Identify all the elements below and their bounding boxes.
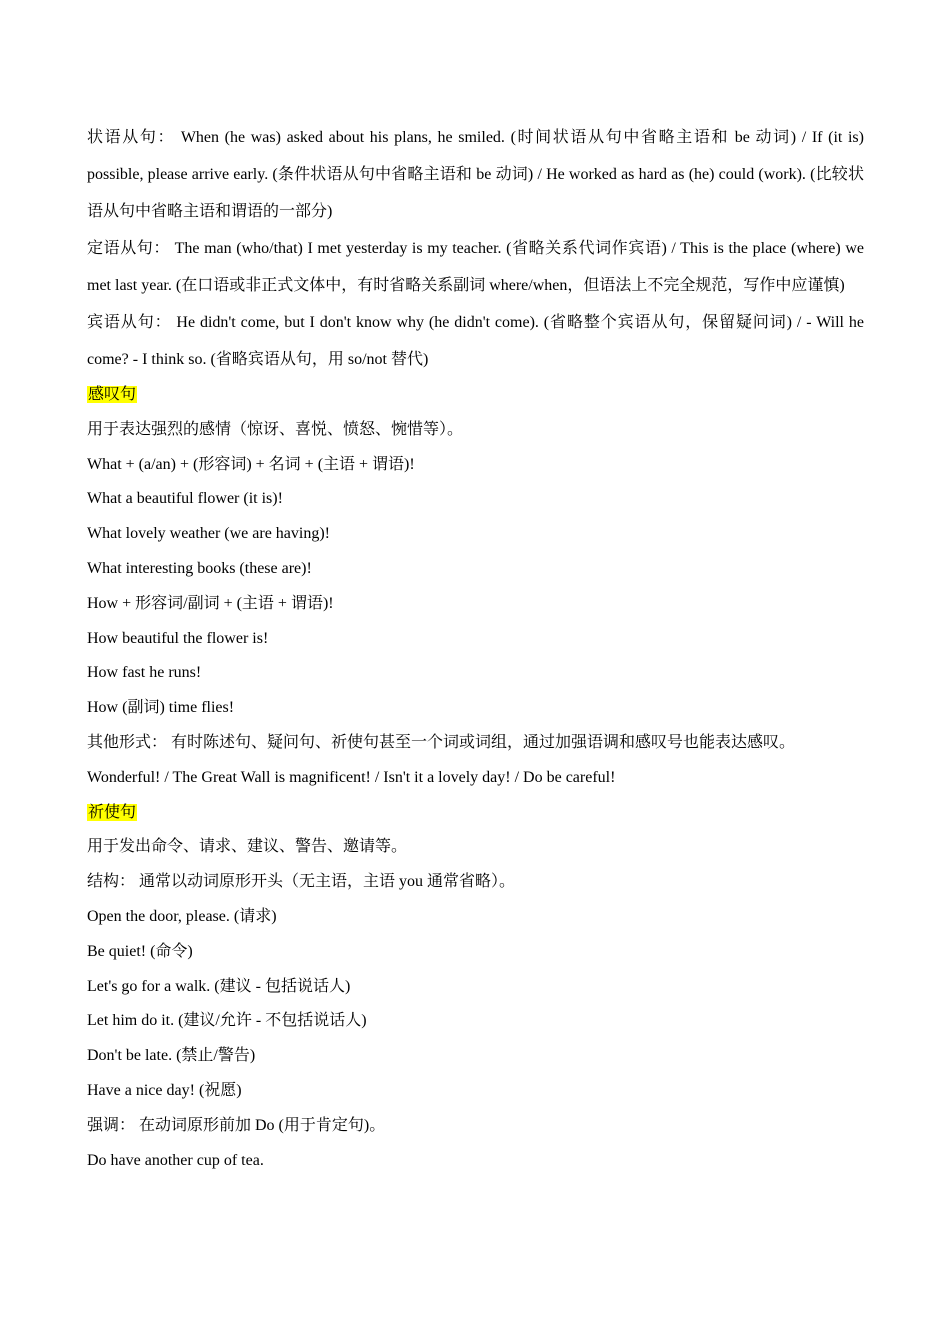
exclamatory-line: 其他形式： 有时陈述句、疑问句、祈使句甚至一个词或词组，通过加强语调和感叹号也能表达感叹。	[87, 733, 796, 751]
exclamatory-line: How fast he runs!	[87, 664, 202, 682]
imperative-line: Have a nice day! (祝愿)	[87, 1081, 242, 1099]
exclamatory-heading	[87, 378, 864, 413]
imperative-line: 用于发出命令、请求、建议、警告、邀请等。	[87, 838, 408, 856]
imperative-line: Do have another cup of tea.	[87, 1151, 264, 1169]
imperative-line: Let him do it. (建议/允许 - 不包括说话人)	[87, 1012, 367, 1030]
imperative-line: Let's go for a walk. (建议 - 包括说话人)	[87, 977, 351, 995]
object-clause-paragraph: 宾语从句： He didn't come, but I don't know why (he didn't come). (省略整个宾语从句，保留疑问词) / - Will he come? - I think so. (省略宾语从句，用 so/not 替代)	[87, 314, 864, 368]
highlighted-heading-text: 祈使句	[88, 803, 137, 821]
exclamatory-line: What + (a/an) + (形容词) + 名词 + (主语 + 谓语)!	[87, 455, 415, 473]
imperative-line: 强调： 在动词原形前加 Do (用于肯定句)。	[87, 1116, 386, 1134]
imperative-line: 结构： 通常以动词原形开头（无主语，主语 you 通常省略）。	[87, 873, 516, 891]
exclamatory-line: What a beautiful flower (it is)!	[87, 490, 283, 508]
imperative-line: Open the door, please. (请求)	[87, 907, 277, 925]
exclamatory-line: What lovely weather (we are having)!	[87, 525, 330, 543]
exclamatory-line: How + 形容词/副词 + (主语 + 谓语)!	[87, 594, 334, 612]
imperative-line: Be quiet! (命令)	[87, 942, 193, 960]
imperative-line: Don't be late. (禁止/警告)	[87, 1047, 256, 1065]
exclamatory-line: How beautiful the flower is!	[87, 629, 269, 647]
adverbial-clause-paragraph: 状语从句： When (he was) asked about his plans, he smiled. (时间状语从句中省略主语和 be 动词) / If (it is) possible, please arrive early. (条件状语从句中省略主语和 be 动词) / He worked as hard as (he) could (work). (比较状语从句中省略主语和谓语的一部分)	[87, 129, 864, 220]
document-content	[87, 119, 864, 1178]
imperative-heading	[87, 796, 864, 831]
exclamatory-line: 用于表达强烈的感情（惊讶、喜悦、愤怒、惋惜等）。	[87, 420, 464, 438]
exclamatory-line: Wonderful! / The Great Wall is magnificent! / Isn't it a lovely day! / Do be careful!	[87, 768, 616, 786]
highlighted-heading-text: 感叹句	[88, 386, 137, 403]
exclamatory-line: How (副词) time flies!	[87, 699, 235, 717]
attributive-clause-paragraph: 定语从句： The man (who/that) I met yesterday is my teacher. (省略关系代词作宾语) / This is the place (where) we met last year. (在口语或非正式文体中，有时省略关系副词 where/when，但语法上不完全规范，写作中应谨慎)	[87, 240, 864, 294]
exclamatory-line: What interesting books (these are)!	[87, 559, 312, 577]
